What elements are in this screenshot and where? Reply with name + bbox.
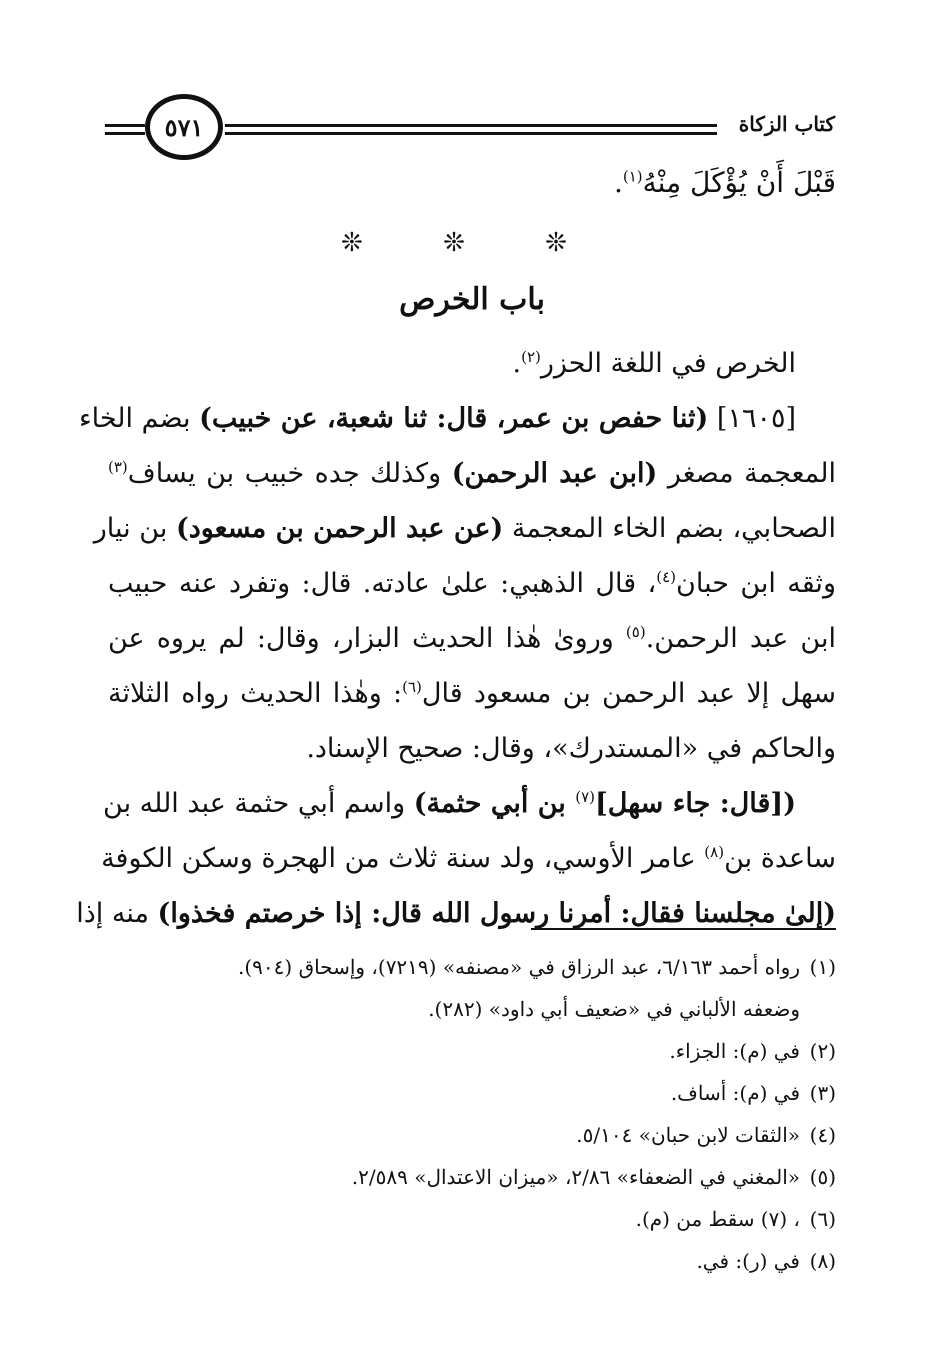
text-fragment: ورویٰ هٰذا الحديث البزار، وقال: لم يروه عن bbox=[108, 623, 626, 654]
text-fragment: ، قال الذهبي: علىٰ عادته. قال: وتفرد عنه حبيب bbox=[108, 568, 657, 599]
hadith-text: (إلىٰ مجلسنا فقال: أمرنا رسول الله قال: إذا خرصتم فخذوا) bbox=[157, 898, 836, 929]
text-line bbox=[101, 831, 836, 886]
footnote-text: في (م): أساف. bbox=[670, 1081, 800, 1105]
text-line: والحاكم في «المستدرك»، وقال: صحيح الإسناد. bbox=[306, 733, 836, 764]
hadith-text: (عن عبد الرحمن بن مسعود) bbox=[175, 513, 504, 544]
footnote-number: (٢) bbox=[809, 1039, 836, 1063]
footnote-ref: (٧) bbox=[575, 788, 596, 806]
text-fragment: واسم أبي حثمة عبد الله بن bbox=[103, 788, 414, 819]
text-line bbox=[108, 336, 836, 391]
text-fragment: سهل إلا عبد الرحمن بن مسعود قال bbox=[421, 678, 836, 709]
text-fragment: المعجمة مصغر bbox=[657, 458, 837, 489]
text-line bbox=[108, 155, 836, 210]
text-line bbox=[108, 666, 836, 721]
hadith-text: [قال: جاء سهل] bbox=[595, 788, 784, 819]
text-line bbox=[108, 556, 836, 611]
text-fragment: الخرص في اللغة الحزر bbox=[540, 348, 796, 379]
footnote bbox=[108, 1030, 836, 1072]
page-number: ٥٧١ bbox=[164, 112, 204, 142]
footnote-ref: (٨) bbox=[704, 843, 725, 861]
hadith-text: ( bbox=[783, 788, 796, 819]
footnote bbox=[108, 1198, 836, 1240]
text-fragment: الصحابي، بضم الخاء المعجمة bbox=[503, 513, 836, 544]
text-fragment: منه إذا bbox=[76, 898, 158, 929]
main-text bbox=[76, 155, 837, 941]
text-fragment: بن نيار bbox=[93, 513, 176, 544]
footnote bbox=[108, 1240, 836, 1282]
footnote bbox=[108, 946, 836, 988]
footnote-text: ، (٧) سقط من (م). bbox=[635, 1207, 800, 1231]
section-separator: ❊ ❊ ❊ bbox=[341, 228, 603, 258]
text-fragment: قَبْلَ أَنْ يُؤْكَلَ مِنْهُ bbox=[642, 166, 836, 199]
book-title: كتاب الزكاة bbox=[738, 112, 835, 136]
text-fragment: عامر الأوسي، ولد سنة ثلاث من الهجرة وسكن الكوفة bbox=[101, 843, 705, 874]
text-fragment: وثقه ابن حبان bbox=[676, 568, 836, 599]
footnote-text: «الثقات لابن حبان» ٥/١٠٤. bbox=[576, 1123, 800, 1147]
footnote-number: (٥) bbox=[809, 1165, 836, 1189]
hadith-text: بن أبي حثمة) bbox=[413, 788, 576, 819]
header-rule bbox=[105, 132, 145, 135]
text-line bbox=[93, 501, 836, 556]
text-line bbox=[78, 391, 836, 446]
footnote-continuation: وضعفه الألباني في «ضعيف أبي داود» (٢٨٢). bbox=[428, 997, 800, 1021]
footnote-text: في (ر): في. bbox=[696, 1249, 800, 1273]
footnote-ref: (٥) bbox=[625, 623, 646, 641]
footnote-number: (٦) bbox=[809, 1207, 836, 1231]
text-line bbox=[108, 611, 836, 666]
text-fragment: ساعدة بن bbox=[724, 843, 836, 874]
text-fragment: ابن عبد الرحمن. bbox=[645, 623, 837, 654]
footnote-text: في (م): الجزاء. bbox=[669, 1039, 800, 1063]
chapter-title: باب الخرص bbox=[399, 282, 545, 317]
header-rule bbox=[225, 124, 717, 127]
footnote-ref: (١) bbox=[622, 167, 643, 186]
hadith-text: (ابن عبد الرحمن) bbox=[451, 458, 658, 489]
footnote-divider bbox=[531, 928, 836, 930]
footnote-number: (٨) bbox=[809, 1249, 836, 1273]
text-fragment: . bbox=[613, 166, 623, 199]
text-line bbox=[76, 886, 836, 941]
footnotes bbox=[108, 946, 836, 1282]
text-line bbox=[108, 446, 836, 501]
hadith-number: [١٦٠٥] bbox=[708, 403, 796, 434]
footnote-ref: (٤) bbox=[656, 568, 677, 586]
footnote-ref: (٣) bbox=[108, 458, 128, 476]
footnote-number: (٣) bbox=[809, 1081, 836, 1105]
text-fragment: بضم الخاء bbox=[78, 403, 200, 434]
footnote-ref: (٢) bbox=[521, 348, 541, 366]
footnote-number: (١) bbox=[809, 955, 836, 979]
footnote-text: «المغني في الضعفاء» ٢/٨٦، «ميزان الاعتدال» ٢/٥٨٩. bbox=[351, 1165, 800, 1189]
text-line bbox=[103, 776, 836, 831]
footnote-ref: (٦) bbox=[402, 678, 422, 696]
footnote bbox=[108, 1114, 836, 1156]
text-fragment: . bbox=[512, 348, 522, 379]
header-rule bbox=[105, 124, 145, 127]
text-fragment: : وهٰذا الحديث رواه الثلاثة bbox=[108, 678, 403, 709]
text-fragment: وكذلك جده خبيب بن يساف bbox=[127, 458, 452, 489]
footnote-number: (٤) bbox=[809, 1123, 836, 1147]
header-rule bbox=[225, 132, 717, 135]
footnote bbox=[108, 1156, 836, 1198]
page-number-badge bbox=[145, 94, 223, 160]
footnote bbox=[108, 1072, 836, 1114]
footnote-text: رواه أحمد ٦/١٦٣، عبد الرزاق في «مصنفه» (٧٢١٩)، وإسحاق (٩٠٤). bbox=[238, 955, 800, 979]
hadith-text: (ثنا حفص بن عمر، قال: ثنا شعبة، عن خبيب) bbox=[199, 403, 709, 434]
